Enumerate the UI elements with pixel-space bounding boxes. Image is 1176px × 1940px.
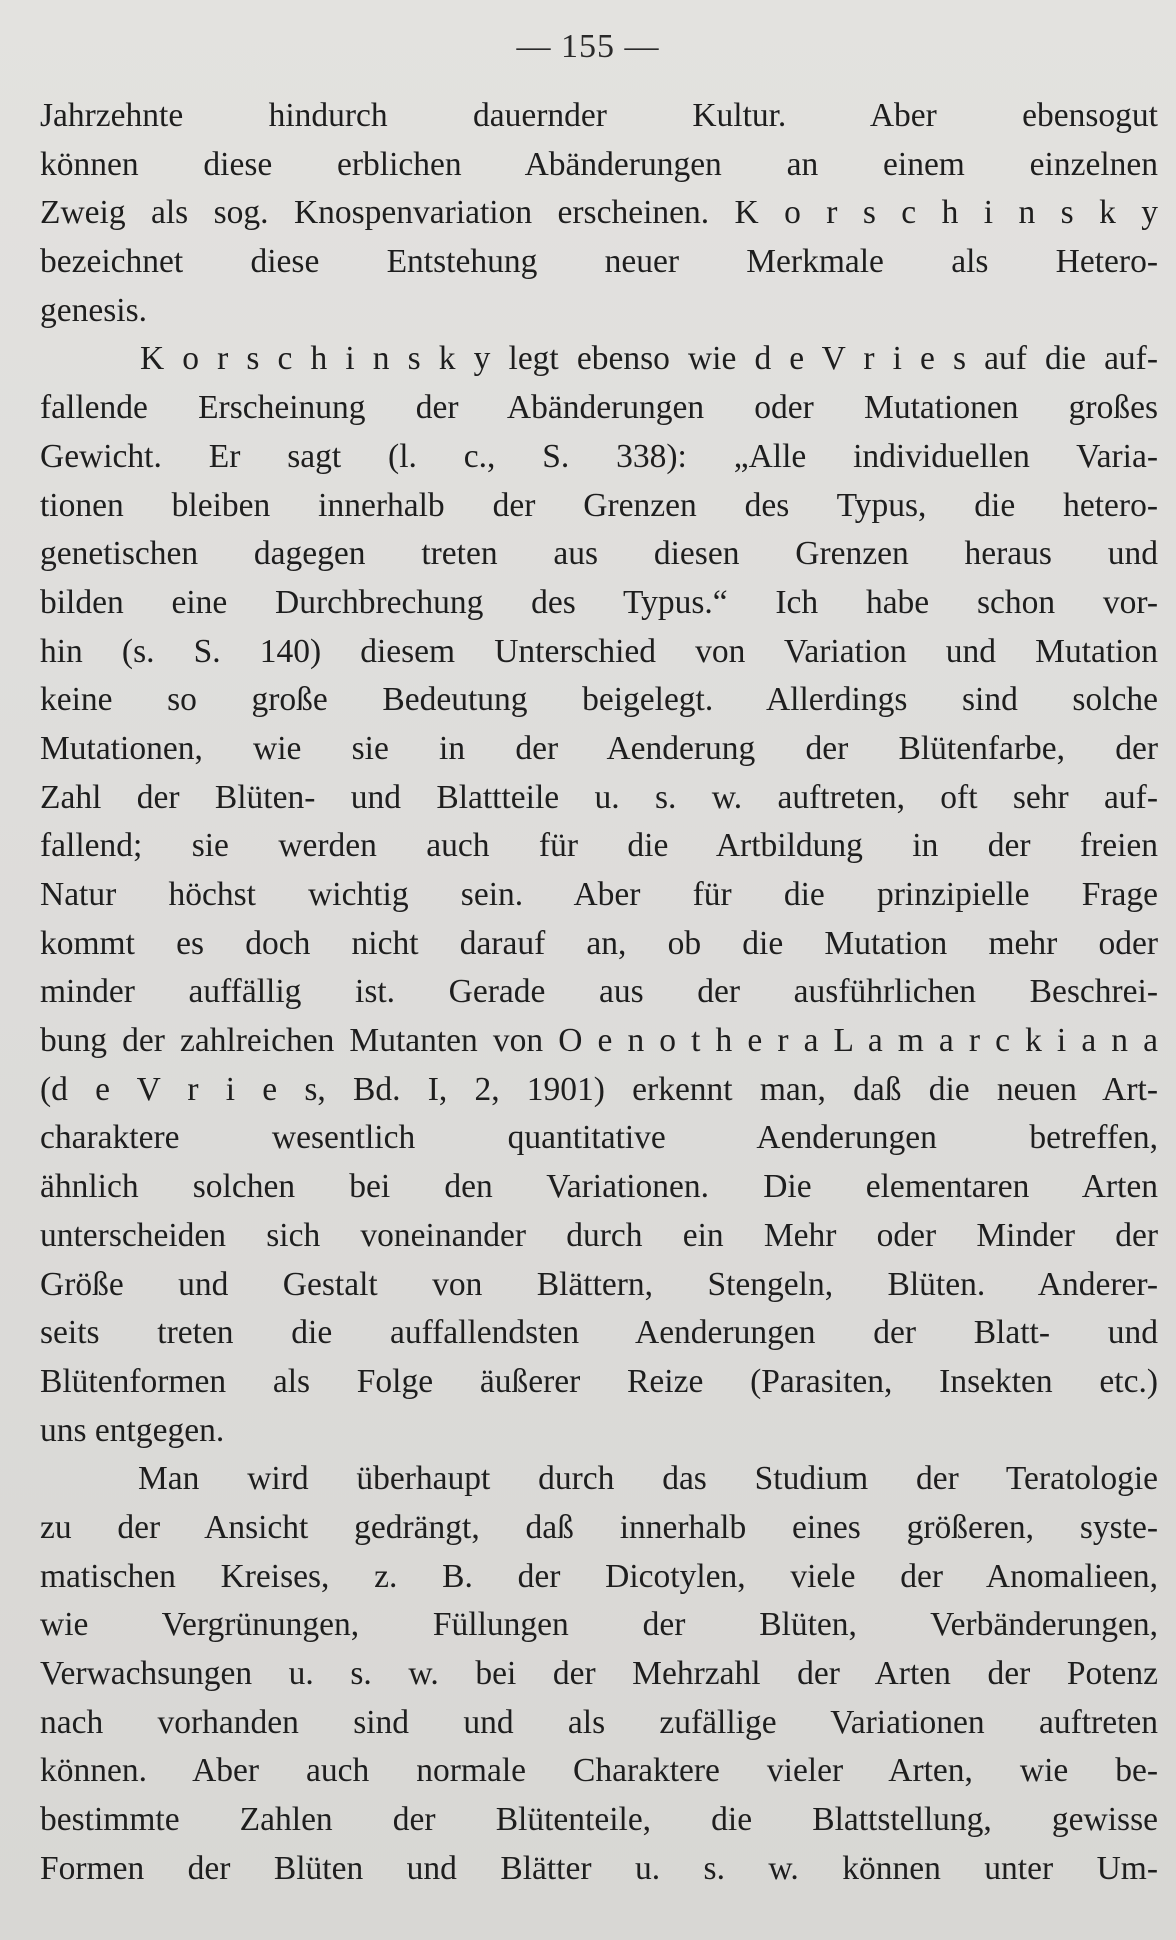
text-line: ähnlich solchen bei den Variationen. Die elementaren Arten xyxy=(40,1168,1158,1206)
text-line: seits treten die auffallendsten Aenderungen der Blatt- und xyxy=(40,1314,1158,1352)
text-line: genesis. xyxy=(40,291,147,329)
text-line: Zweig als sog. Knospenvariation erscheinen. K o r s c h i n s k y xyxy=(40,194,1158,232)
text-line: Blütenformen als Folge äußerer Reize (Parasiten, Insekten etc.) xyxy=(40,1362,1158,1400)
text-line: keine so große Bedeutung beigelegt. Allerdings sind solche xyxy=(40,681,1158,719)
text-line: bung der zahlreichen Mutanten von O e n o t h e r a L a m a r c k i a n a xyxy=(40,1022,1158,1060)
text-line: wie Vergrünungen, Füllungen der Blüten, Verbänderungen, xyxy=(40,1606,1158,1644)
text-line: Gewicht. Er sagt (l. c., S. 338): „Alle individuellen Varia- xyxy=(40,437,1158,475)
text-line: Mutationen, wie sie in der Aenderung der Blütenfarbe, der xyxy=(40,729,1158,767)
text-line: bilden eine Durchbrechung des Typus.“ Ich habe schon vor- xyxy=(40,583,1158,621)
text-line: tionen bleiben innerhalb der Grenzen des Typus, die hetero- xyxy=(40,486,1158,524)
text-line: Größe und Gestalt von Blättern, Stengeln, Blüten. Anderer- xyxy=(40,1265,1158,1303)
text-line: uns entgegen. xyxy=(40,1411,225,1449)
text-line: (d e V r i e s, Bd. I, 2, 1901) erkennt man, daß die neuen Art- xyxy=(40,1070,1158,1108)
text-line: matischen Kreises, z. B. der Dicotylen, viele der Anomalieen, xyxy=(40,1557,1158,1595)
text-line: minder auffällig ist. Gerade aus der ausführlichen Beschrei- xyxy=(40,973,1158,1011)
body-text xyxy=(40,92,1158,1893)
text-line: kommt es doch nicht darauf an, ob die Mutation mehr oder xyxy=(40,924,1158,962)
text-line: können diese erblichen Abänderungen an einem einzelnen xyxy=(40,145,1158,183)
paragraph-start-line: K o r s c h i n s k y legt ebenso wie d e V r i e s auf die auf- xyxy=(140,340,1158,378)
text-line: unterscheiden sich voneinander durch ein Mehr oder Minder der xyxy=(40,1216,1158,1254)
text-line: Zahl der Blüten- und Blattteile u. s. w. auftreten, oft sehr auf- xyxy=(40,778,1158,816)
text-line: Jahrzehnte hindurch dauernder Kultur. Aber ebensogut xyxy=(40,97,1158,134)
text-line: charaktere wesentlich quantitative Aenderungen betreffen, xyxy=(40,1119,1158,1157)
text-line: genetischen dagegen treten aus diesen Grenzen heraus und xyxy=(40,535,1158,573)
text-line: hin (s. S. 140) diesem Unterschied von Variation und Mutation xyxy=(40,632,1158,670)
text-line: können. Aber auch normale Charaktere vieler Arten, wie be- xyxy=(40,1752,1158,1790)
text-line: fallend; sie werden auch für die Artbildung in der freien xyxy=(40,827,1158,865)
text-line: zu der Ansicht gedrängt, daß innerhalb eines größeren, syste- xyxy=(40,1508,1158,1546)
page-number: — 155 — xyxy=(516,28,660,65)
text-line: fallende Erscheinung der Abänderungen oder Mutationen großes xyxy=(40,389,1158,427)
text-line: Formen der Blüten und Blätter u. s. w. können unter Um- xyxy=(40,1849,1158,1887)
paragraph-start-line: Man wird überhaupt durch das Studium der Teratologie xyxy=(138,1460,1158,1498)
text-line: bestimmte Zahlen der Blütenteile, die Blattstellung, gewisse xyxy=(40,1801,1158,1839)
text-line: Natur höchst wichtig sein. Aber für die prinzipielle Frage xyxy=(40,876,1158,913)
text-line: nach vorhanden sind und als zufällige Variationen auftreten xyxy=(40,1703,1158,1741)
text-line: bezeichnet diese Entstehung neuer Merkmale als Hetero- xyxy=(40,243,1158,281)
text-line: Verwachsungen u. s. w. bei der Mehrzahl der Arten der Potenz xyxy=(40,1655,1158,1692)
